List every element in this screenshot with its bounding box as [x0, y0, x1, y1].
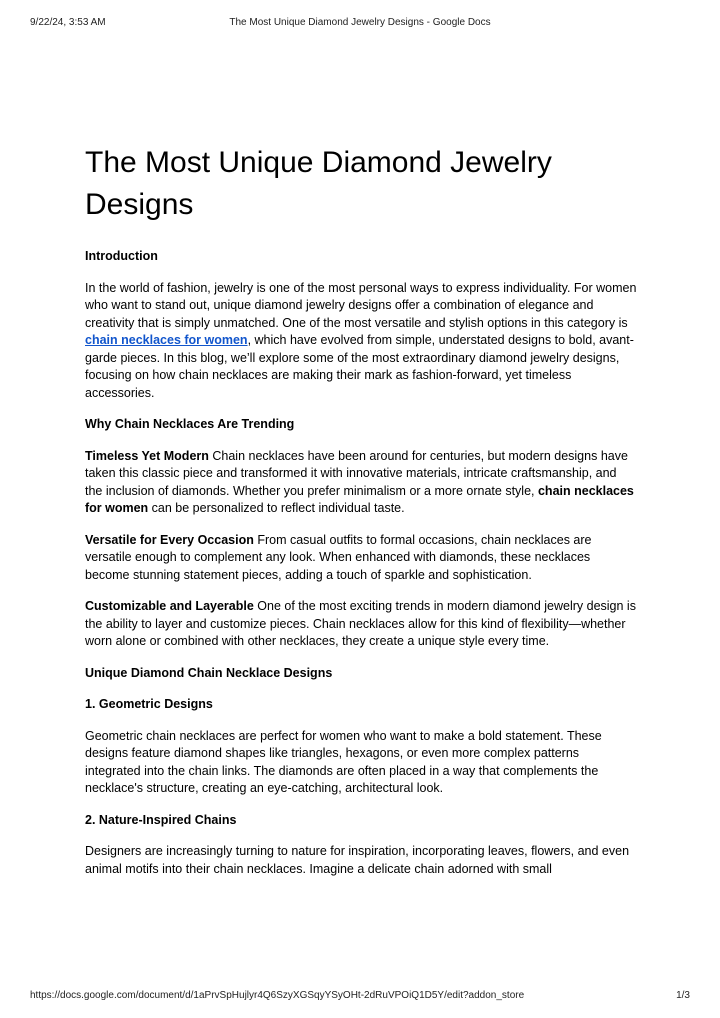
- document-title: The Most Unique Diamond Jewelry Designs: [85, 146, 552, 221]
- trending-heading: Why Chain Necklaces Are Trending: [85, 417, 295, 431]
- page-number: 1/3: [676, 990, 690, 1001]
- customizable-title: Customizable and Layerable: [85, 599, 254, 613]
- versatile-paragraph: [85, 532, 637, 585]
- intro-text-1: In the world of fashion, jewelry is one of the most personal ways to express individuality. For women who want to stand out, unique diamond jewelry designs offer a combination of elegance and creativity that is simply unmatched. One of the most versatile and stylish options in this category is: [85, 280, 637, 330]
- print-footer: [30, 990, 690, 1004]
- intro-text-2: , which have evolved from simple, understated designs to bold, avant-garde pieces. In this blog, we’ll explore some of the most extraordinary diamond jewelry designs, focusing on how chain necklaces are making their mark as fashion-forward, yet timeless accessories.: [85, 333, 634, 400]
- nature-heading: 2. Nature-Inspired Chains: [85, 812, 237, 827]
- intro-heading: Introduction: [85, 249, 158, 263]
- versatile-title: Versatile for Every Occasion: [85, 532, 254, 547]
- chain-necklaces-link[interactable]: chain necklaces for women: [85, 333, 248, 347]
- timeless-bold-phrase: chain necklaces for women: [85, 483, 634, 515]
- geometric-paragraph: Geometric chain necklaces are perfect for women who want to make a bold statement. These designs feature diamond shapes like triangles, hexagons, or even more complex patterns integrated into the chain links. The diamonds are often placed in a way that complements the necklace's structure, creating an eye-catching, architectural look.: [85, 728, 602, 795]
- customizable-text: One of the most exciting trends in modern diamond jewelry design is the ability to layer and customize pieces. Chain necklaces allow for this kind of flexibility—whether worn alone or combined with other necklaces, they create a unique style every time.: [85, 599, 636, 648]
- timeless-paragraph: [85, 448, 637, 518]
- document-body: [85, 142, 637, 892]
- print-url: https://docs.google.com/document/d/1aPrvSpHujlyr4Q6SzyXGSqyYSyOHt-2dRuVPOiQ1D5Y/edit?addon_store: [30, 990, 525, 1001]
- timeless-text-1: Chain necklaces have been around for centuries, but modern designs have taken this classic piece and transformed it with innovative materials, intricate craftsmanship, and the inclusion of diamonds. Whether you prefer minimalism or a more ornate style,: [85, 448, 628, 498]
- timeless-title: Timeless Yet Modern: [85, 448, 209, 463]
- customizable-paragraph: [85, 598, 637, 651]
- timeless-text-2: can be personalized to reflect individual taste.: [148, 501, 405, 515]
- print-doc-title: The Most Unique Diamond Jewelry Designs - Google Docs: [229, 17, 491, 28]
- print-header: [30, 17, 690, 31]
- intro-paragraph: [85, 280, 637, 403]
- unique-designs-heading: Unique Diamond Chain Necklace Designs: [85, 665, 333, 680]
- versatile-text: From casual outfits to formal occasions, chain necklaces are versatile enough to complement any look. When enhanced with diamonds, these necklaces become stunning statement pieces, adding a touch of sparkle and sophistication.: [85, 532, 592, 582]
- nature-paragraph: Designers are increasingly turning to nature for inspiration, incorporating leaves, flowers, and even animal motifs into their chain necklaces. Imagine a delicate chain adorned with small: [85, 844, 630, 876]
- print-datetime: 9/22/24, 3:53 AM: [30, 17, 106, 28]
- geometric-heading: 1. Geometric Designs: [85, 697, 213, 711]
